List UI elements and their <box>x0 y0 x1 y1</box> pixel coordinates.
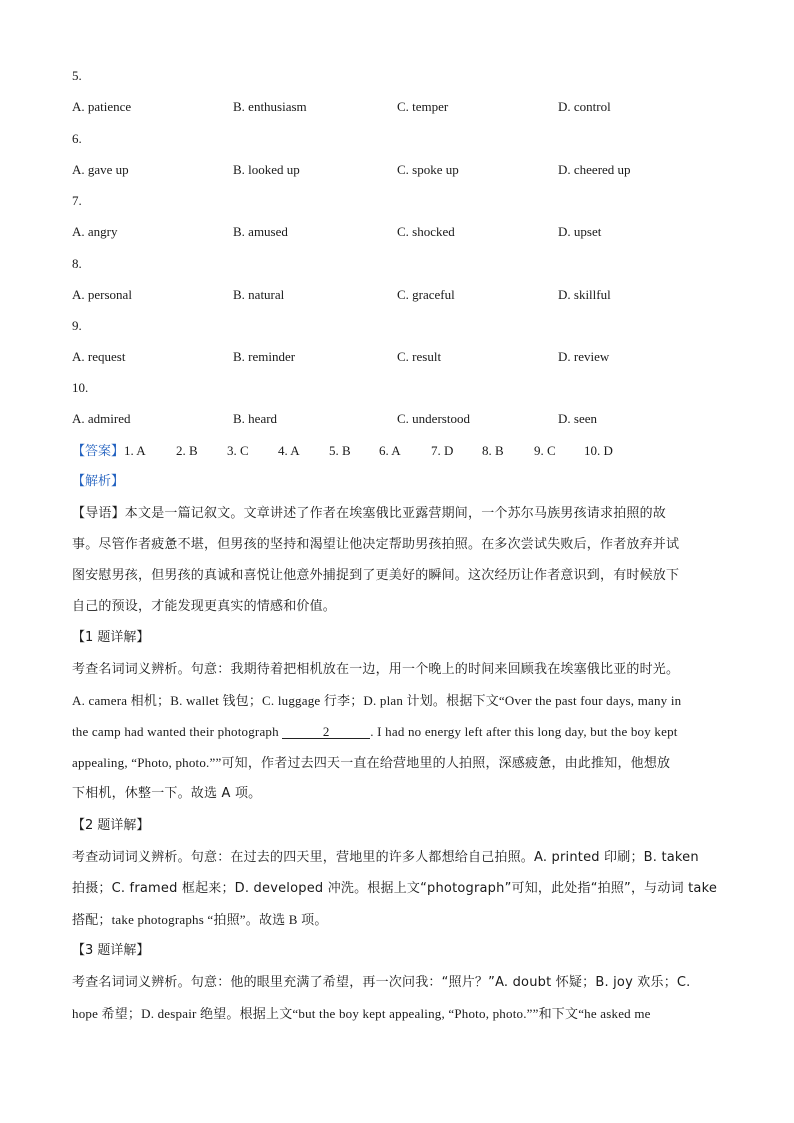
answer-item: 6. A <box>379 443 401 458</box>
answer-item: 9. C <box>534 443 556 458</box>
guide-paragraph <box>72 498 722 622</box>
answer-item: 10. D <box>584 443 613 458</box>
option-b: B. reminder <box>233 349 296 364</box>
option-c: C. graceful <box>397 287 455 302</box>
section-heading: 【2 题详解】 <box>72 818 150 833</box>
section-heading: 【3 题详解】 <box>72 943 150 958</box>
option-d: D. upset <box>558 224 602 239</box>
option-c: C. result <box>397 349 442 364</box>
answer-item: 8. B <box>482 443 504 458</box>
option-d: D. review <box>558 349 610 364</box>
option-a: A. personal <box>72 287 132 302</box>
text-line: 下相机，休整一下。故选 A 项。 <box>72 786 262 801</box>
question-number: 5. <box>72 68 82 83</box>
option-a: A. angry <box>72 224 118 239</box>
option-a: A. admired <box>72 411 131 426</box>
analysis-label: 【解析】 <box>72 474 125 489</box>
answer-item: 1. A <box>124 443 146 458</box>
text-line: 【导语】本文是一篇记叙文。文章讲述了作者在埃塞俄比亚露营期间，一个苏尔马族男孩请求拍照的故 <box>72 506 667 521</box>
option-a: A. gave up <box>72 162 129 177</box>
text-line: 考查名词词义辨析。句意：我期待着把相机放在一边，用一个晚上的时间来回顾我在埃塞俄比亚的时光。 <box>72 662 680 677</box>
option-c: C. spoke up <box>397 162 459 177</box>
option-c: C. shocked <box>397 224 455 239</box>
question-number: 9. <box>72 318 82 333</box>
answer-item: 4. A <box>278 443 300 458</box>
blank-number: 2 <box>282 725 370 739</box>
text-line: 自己的预设，才能发现更真实的情感和价值。 <box>72 599 337 614</box>
answer-label: 【答案】 <box>72 444 125 459</box>
question-number: 6. <box>72 131 82 146</box>
option-c: C. temper <box>397 99 449 114</box>
answer-key <box>72 443 613 460</box>
option-d: D. cheered up <box>558 162 631 177</box>
option-a: A. request <box>72 349 126 364</box>
detail-paragraph <box>72 842 722 935</box>
text-line: A. camera 相机；B. wallet 钱包；C. luggage 行李；D. plan 计划。根据下文“Over the past four days, many in <box>72 693 682 708</box>
text-line: hope 希望；D. despair 绝望。根据上文“but the boy kept appealing, “Photo, photo.””和下文“he asked me <box>72 1006 651 1021</box>
text-line: 考查名词词义辨析。句意：他的眼里充满了希望，再一次问我：“照片？”A. doubt 怀疑；B. joy 欢乐；C. <box>72 975 691 990</box>
section-heading: 【1 题详解】 <box>72 630 150 645</box>
question-number: 7. <box>72 193 82 208</box>
option-a: A. patience <box>72 99 132 114</box>
text-line: 事。尽管作者疲惫不堪，但男孩的坚持和渴望让他决定帮助男孩拍照。在多次尝试失败后，作者放弃并试 <box>72 537 680 552</box>
detail-paragraph <box>72 654 722 809</box>
text-line: 拍摄；C. framed 框起来；D. developed 冲洗。根据上文“photograph”可知，此处指“拍照”，与动词 take <box>72 881 718 896</box>
option-b: B. looked up <box>233 162 300 177</box>
answer-item: 2. B <box>176 443 198 458</box>
option-d: D. seen <box>558 411 597 426</box>
question-number: 10. <box>72 380 89 395</box>
text-line: 考查动词词义辨析。句意：在过去的四天里，营地里的许多人都想给自己拍照。A. printed 印刷；B. taken <box>72 850 699 865</box>
text-line-with-blank <box>72 716 722 747</box>
answer-item: 5. B <box>329 443 351 458</box>
text-line: 图安慰男孩，但男孩的真诚和喜悦让他意外捕捉到了更美好的瞬间。这次经历让作者意识到，有时候放下 <box>72 568 680 583</box>
text-fragment: the camp had wanted their photograph <box>72 724 279 739</box>
option-d: D. skillful <box>558 287 611 302</box>
option-b: B. enthusiasm <box>233 99 307 114</box>
text-line: 搭配；take photographs “拍照”。故选 B 项。 <box>72 912 328 927</box>
answer-item: 3. C <box>227 443 249 458</box>
question-number: 8. <box>72 256 82 271</box>
detail-paragraph <box>72 967 722 1029</box>
text-fragment: . I had no energy left after this long day, but the boy kept <box>370 724 678 739</box>
option-b: B. heard <box>233 411 278 426</box>
option-b: B. natural <box>233 287 285 302</box>
answer-item: 7. D <box>431 443 454 458</box>
option-c: C. understood <box>397 411 470 426</box>
option-b: B. amused <box>233 224 288 239</box>
option-d: D. control <box>558 99 611 114</box>
text-line: appealing, “Photo, photo.””可知，作者过去四天一直在给营地里的人拍照，深感疲惫，由此推知，他想放 <box>72 755 671 770</box>
